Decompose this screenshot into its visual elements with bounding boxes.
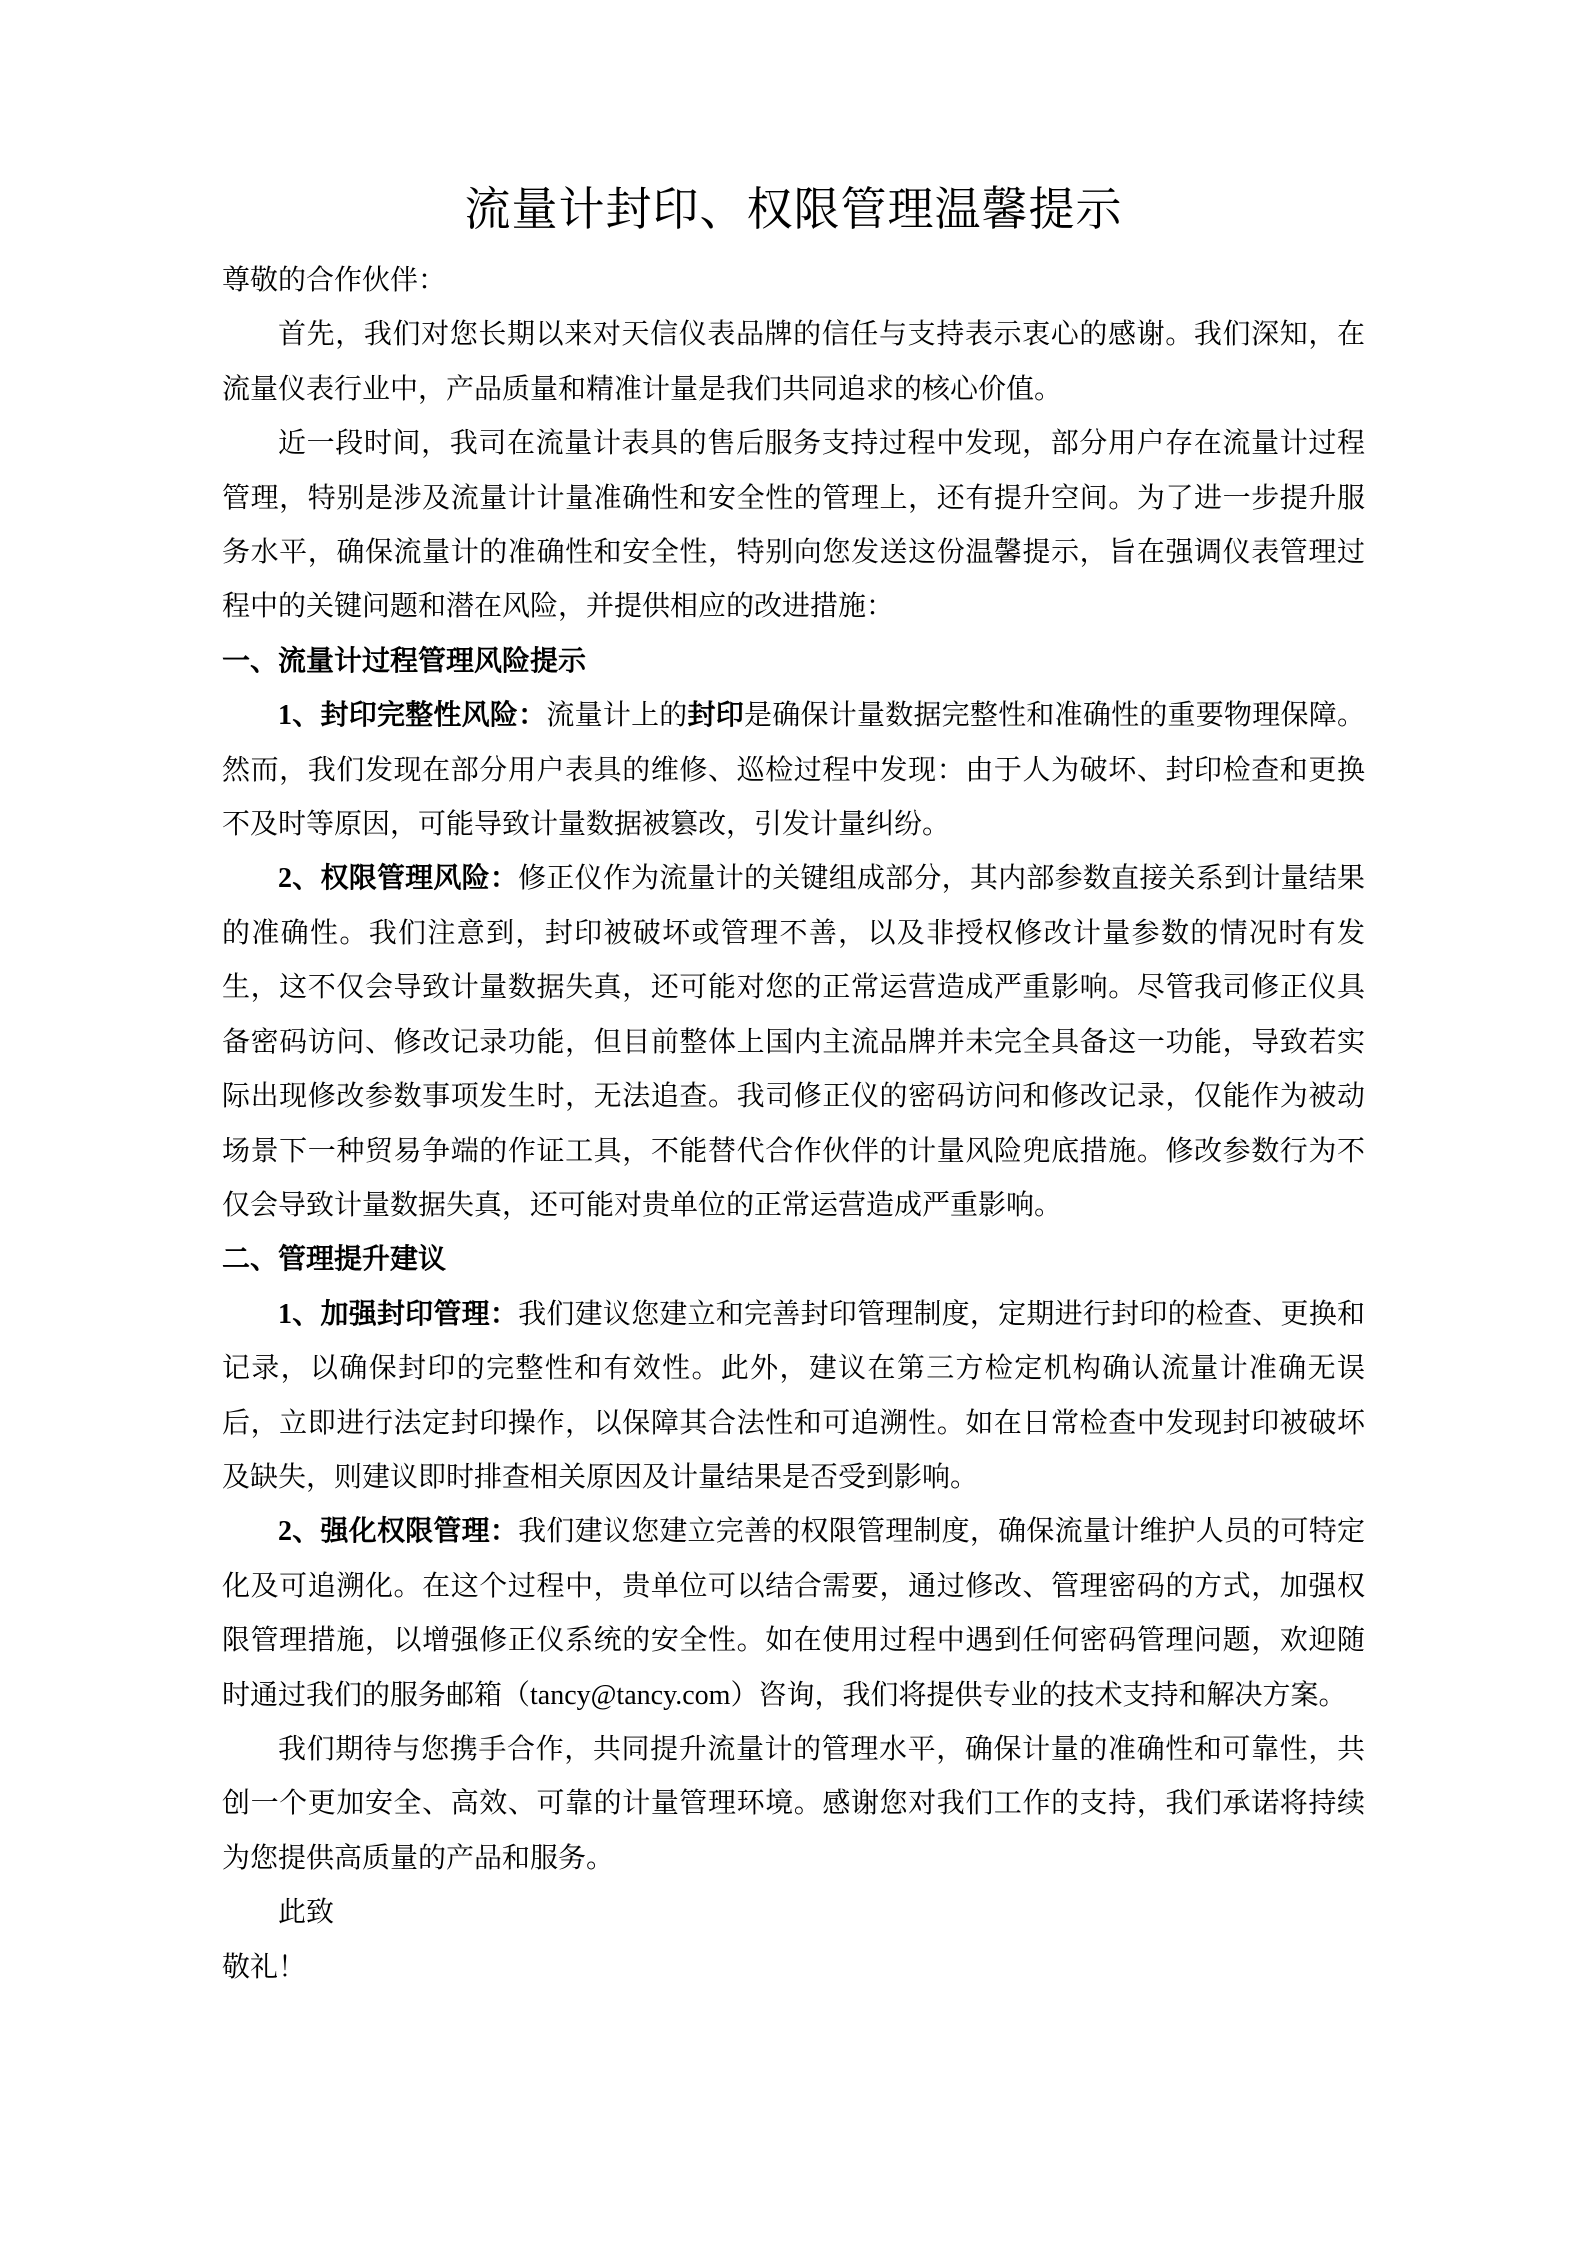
- closing-jingli: 敬礼！: [222, 1951, 307, 1983]
- paragraph-outlook: 我们期待与您携手合作，共同提升流量计的管理水平，确保计量的准确性和可靠性，共创一个更加安全、高效、可靠的计量管理环境。感谢您对我们工作的支持，我们承诺将持续为您提供高质量的产品和服务。: [222, 1733, 1365, 1874]
- paragraph-background: 近一段时间，我司在流量计表具的售后服务支持过程中发现，部分用户存在流量计过程管理，特别是涉及流量计计量准确性和安全性的管理上，还有提升空间。为了进一步提升服务水平，确保流量计的准确性和安全性，特别向您发送这份温馨提示，旨在强调仪表管理过程中的关键问题和潜在风险，并提供相应的改进措施：: [222, 428, 1365, 623]
- salutation: 尊敬的合作伙伴：: [222, 265, 447, 296]
- paragraph-strengthen-seal: [222, 1288, 1365, 1506]
- strengthen-permission-text-1: 我们建议您建立完善的权限管理制度，确保流量计维护人员的可特定化及可追溯化。在这个过程中，贵单位可以结合需要，通过修改、管理密码的方式，加强权限管理措施，以增强修正仪系统的安全性。如在使用过程中遇到任何密码管理问题，欢迎随时通过我们的服务邮箱（: [222, 1516, 1365, 1711]
- permission-risk-lead: 2、权限管理风险：: [278, 863, 519, 895]
- seal-integrity-risk-bold-term: 封印: [687, 700, 745, 732]
- strengthen-seal-text: 我们建议您建立和完善封印管理制度，定期进行封印的检查、更换和记录，以确保封印的完整性和有效性。此外，建议在第三方检定机构确认流量计准确无误后，立即进行法定封印操作，以保障其合法性和可追溯性。如在日常检查中发现封印被破坏及缺失，则建议即时排查相关原因及计量结果是否受到影响。: [222, 1298, 1365, 1493]
- service-email: tancy@tancy.com: [530, 1679, 731, 1711]
- paragraph-thanks: 首先，我们对您长期以来对天信仪表品牌的信任与支持表示衷心的感谢。我们深知，在流量仪表行业中，产品质量和精准计量是我们共同追求的核心价值。: [222, 319, 1365, 405]
- permission-risk-text: 修正仪作为流量计的关键组成部分，其内部参数直接关系到计量结果的准确性。我们注意到，封印被破坏或管理不善，以及非授权修改计量参数的情况时有发生，这不仅会导致计量数据失真，还可能对您的正常运营造成严重影响。尽管我司修正仪具备密码访问、修改记录功能，但目前整体上国内主流品牌并未完全具备这一功能，导致若实际出现修改参数事项发生时，无法追查。我司修正仪的密码访问和修改记录，仅能作为被动场景下一种贸易争端的作证工具，不能替代合作伙伴的计量风险兜底措施。修改参数行为不仅会导致计量数据失真，还可能对贵单位的正常运营造成严重影响。: [222, 863, 1365, 1221]
- seal-integrity-risk-text-1: 流量计上的: [546, 700, 688, 732]
- strengthen-permission-text-2: ）咨询，我们将提供专业的技术支持和解决方案。: [730, 1679, 1347, 1711]
- closing-cizhi: 此致: [278, 1897, 335, 1929]
- seal-integrity-risk-lead: 1、封印完整性风险：: [278, 700, 547, 732]
- strengthen-permission-lead: 2、强化权限管理：: [278, 1516, 519, 1548]
- section-heading-suggestions: 二、管理提升建议: [222, 1244, 447, 1276]
- paragraph-strengthen-permission: [222, 1505, 1365, 1723]
- strengthen-seal-lead: 1、加强封印管理：: [278, 1298, 519, 1330]
- seal-integrity-risk-text-2: 是确保计量数据完整性和准确性的重要物理保障。然而，我们发现在部分用户表具的维修、巡检过程中发现：由于人为破坏、封印检查和更换不及时等原因，可能导致计量数据被篡改，引发计量纠纷。: [222, 700, 1365, 841]
- section-heading-risk: 一、流量计过程管理风险提示: [222, 645, 587, 677]
- document-title: 流量计封印、权限管理温馨提示: [464, 184, 1123, 235]
- paragraph-seal-integrity-risk: [222, 689, 1365, 852]
- paragraph-permission-risk: [222, 852, 1365, 1233]
